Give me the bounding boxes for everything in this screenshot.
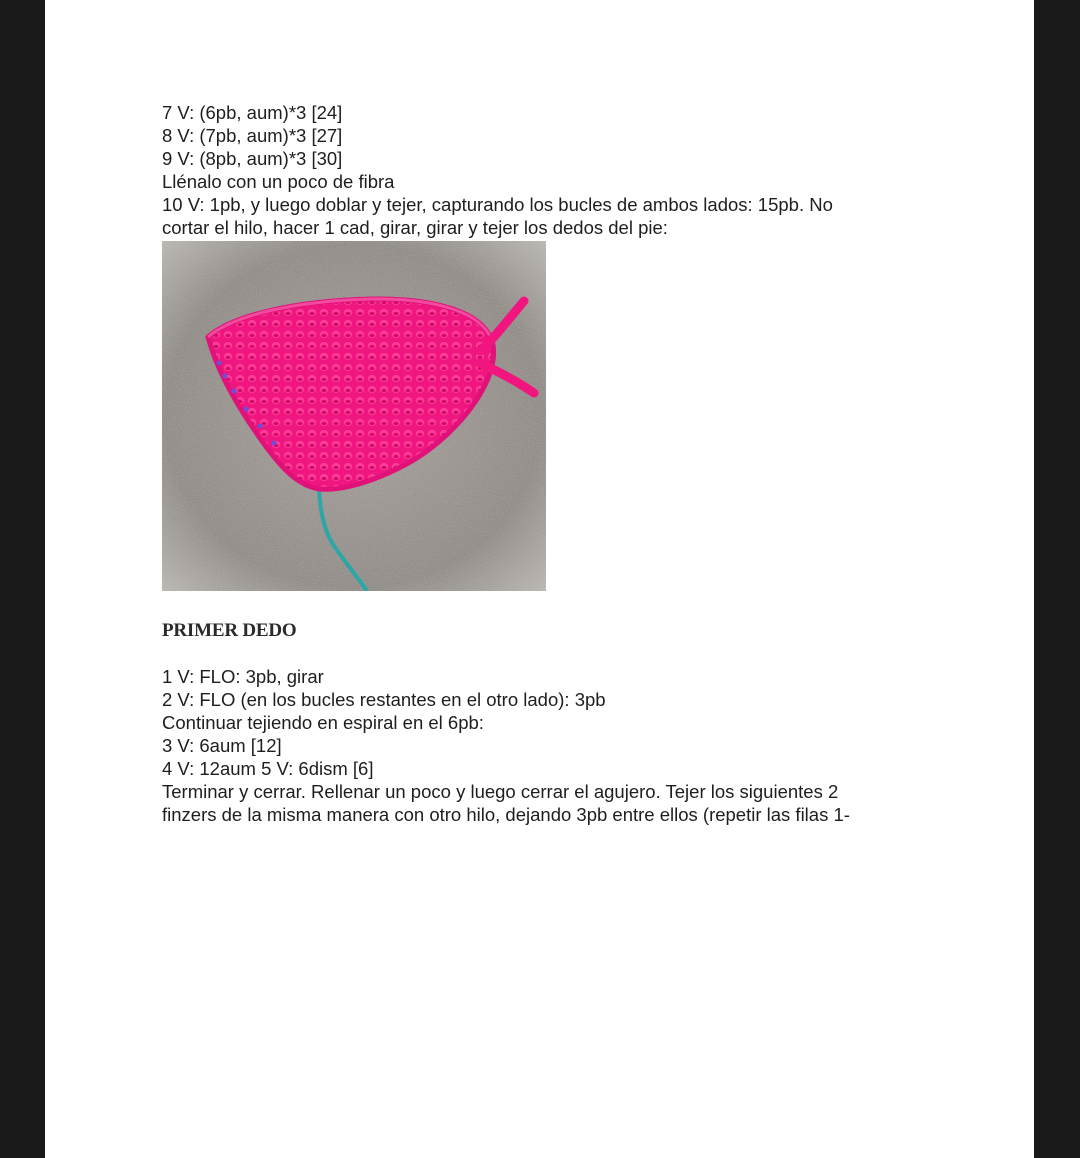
page-content xyxy=(162,101,922,826)
pattern-row-10: 10 V: 1pb, y luego doblar y tejer, capturando los bucles de ambos lados: 15pb. No xyxy=(162,194,833,215)
toe-finish-note: Terminar y cerrar. Rellenar un poco y luego cerrar el agujero. Tejer los siguientes 2 xyxy=(162,781,839,802)
toe-row-3: 3 V: 6aum [12] xyxy=(162,735,282,756)
toe-note-spiral: Continuar tejiendo en espiral en el 6pb: xyxy=(162,712,484,733)
toe-row-4-5: 4 V: 12aum 5 V: 6dism [6] xyxy=(162,758,374,779)
document-page xyxy=(45,0,1034,1158)
pattern-row-8: 8 V: (7pb, aum)*3 [27] xyxy=(162,125,343,146)
pattern-row-7: 7 V: (6pb, aum)*3 [24] xyxy=(162,102,343,123)
crochet-foot-photo xyxy=(162,241,546,591)
pattern-row-10-continued: cortar el hilo, hacer 1 cad, girar, girar y tejer los dedos del pie: xyxy=(162,217,668,238)
pattern-row-9: 9 V: (8pb, aum)*3 [30] xyxy=(162,148,343,169)
pattern-note-stuffing: Llénalo con un poco de fibra xyxy=(162,171,395,192)
section-heading: PRIMER DEDO xyxy=(162,620,297,641)
toe-row-2: 2 V: FLO (en los bucles restantes en el otro lado): 3pb xyxy=(162,689,606,710)
toe-finish-note-continued: finzers de la misma manera con otro hilo, dejando 3pb entre ellos (repetir las filas 1- xyxy=(162,804,850,825)
primer-dedo-instructions xyxy=(162,665,922,826)
toe-row-1: 1 V: FLO: 3pb, girar xyxy=(162,666,324,687)
